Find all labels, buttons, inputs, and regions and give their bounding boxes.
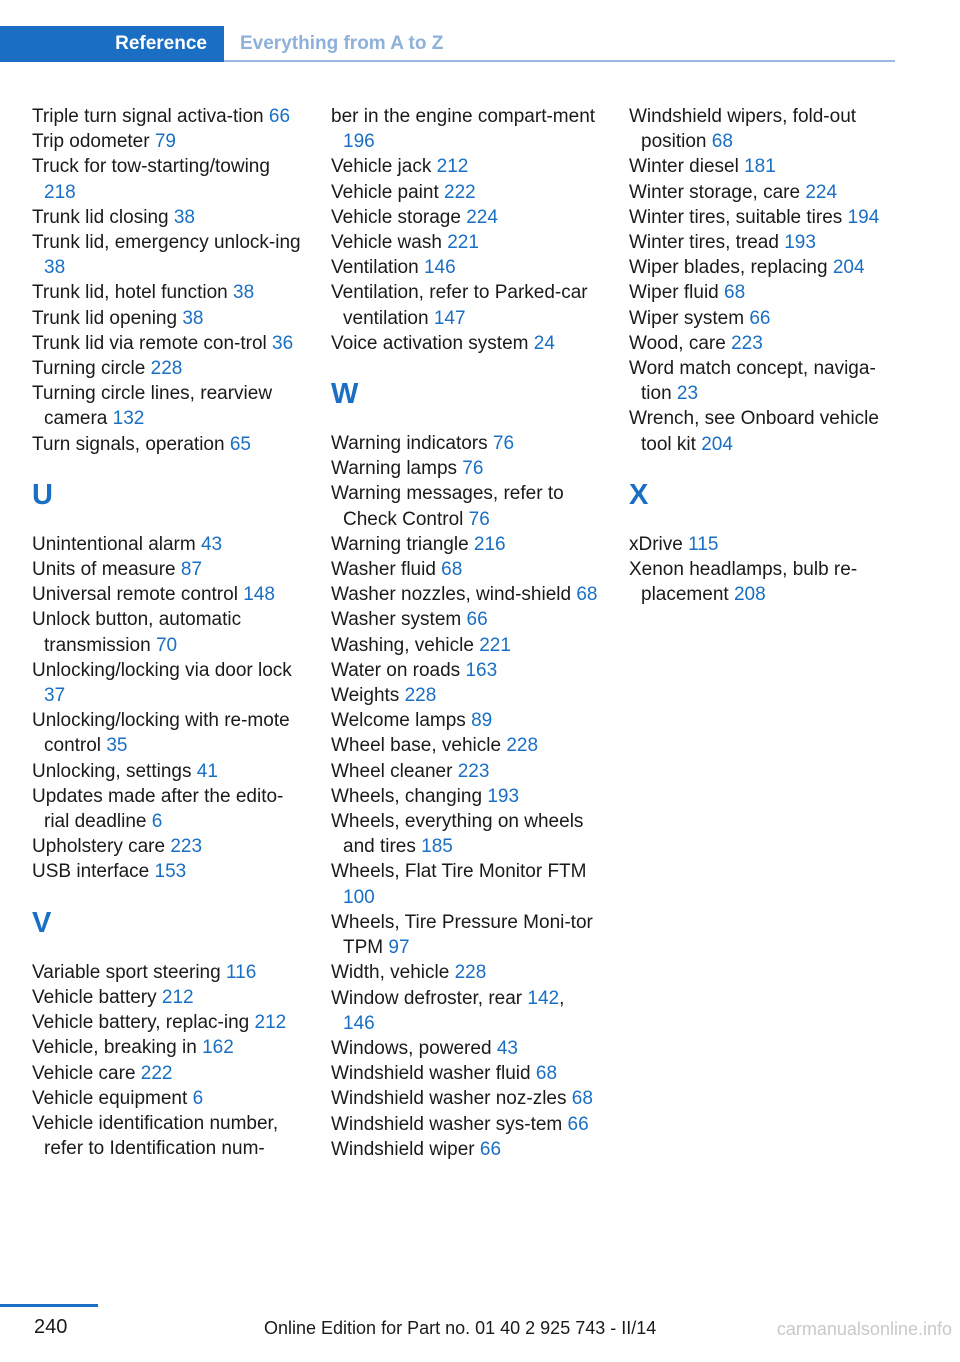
page-reference-link[interactable]: 208 bbox=[733, 584, 766, 606]
index-entry bbox=[331, 1086, 601, 1111]
page-reference-link[interactable]: 68 bbox=[576, 584, 598, 606]
section-tab: Reference bbox=[0, 26, 224, 62]
index-entry bbox=[331, 481, 601, 531]
index-term: Windows, powered bbox=[331, 1037, 492, 1059]
index-term: Vehicle equipment bbox=[32, 1087, 188, 1109]
page-reference-link[interactable]: 24 bbox=[533, 332, 555, 354]
index-entry bbox=[32, 154, 302, 204]
index-entry bbox=[331, 733, 601, 758]
index-term: Windshield washer fluid bbox=[331, 1063, 531, 1085]
index-term: Trunk lid, emergency unlock-ing bbox=[32, 232, 301, 254]
index-term: Trunk lid opening bbox=[32, 307, 178, 329]
index-term: Warning lamps bbox=[331, 458, 458, 480]
index-entry bbox=[32, 960, 302, 985]
index-term: Trip odometer bbox=[32, 131, 150, 153]
page-reference-link[interactable]: 194 bbox=[847, 206, 880, 228]
page-reference-link[interactable]: 97 bbox=[388, 937, 410, 959]
index-entry bbox=[331, 607, 601, 632]
page-reference-link[interactable]: 218 bbox=[44, 181, 76, 203]
index-entry bbox=[629, 356, 899, 406]
index-entry bbox=[32, 759, 302, 784]
index-term: Turning circle bbox=[32, 358, 146, 380]
section-letter: V bbox=[32, 906, 52, 939]
index-term: Unlocking, settings bbox=[32, 760, 192, 782]
index-term: Vehicle care bbox=[32, 1062, 136, 1084]
index-term: Unintentional alarm bbox=[32, 533, 196, 555]
index-term: Unlock button, automatic transmission bbox=[32, 609, 242, 656]
page-reference-link[interactable]: 43 bbox=[496, 1037, 518, 1059]
page-reference-link[interactable]: 212 bbox=[436, 156, 469, 178]
index-entry bbox=[629, 331, 899, 356]
page-reference-link[interactable]: 38 bbox=[44, 257, 66, 279]
page-reference-link[interactable]: 68 bbox=[535, 1063, 558, 1085]
index-term: Winter storage, care bbox=[629, 181, 801, 203]
page-reference-link[interactable]: 146 bbox=[343, 1012, 375, 1034]
index-entry bbox=[32, 230, 302, 280]
page-reference-link[interactable]: 212 bbox=[161, 986, 194, 1008]
index-term: Unlocking/locking with re-mote control bbox=[32, 710, 290, 757]
index-entry bbox=[629, 104, 899, 154]
index-entry bbox=[32, 607, 302, 657]
index-entry bbox=[331, 582, 601, 607]
page-reference-link[interactable]: 115 bbox=[688, 533, 719, 555]
index-term: Wood, care bbox=[629, 332, 726, 354]
index-entry bbox=[32, 129, 302, 154]
header-rule bbox=[224, 60, 895, 62]
index-term: Wheels, Tire Pressure Moni-tor TPM bbox=[331, 911, 593, 959]
index-entry bbox=[32, 432, 302, 457]
index-term: Updates made after the edito-rial deadline bbox=[32, 785, 284, 833]
index-entry bbox=[629, 154, 899, 179]
page-reference-link[interactable]: 79 bbox=[154, 131, 176, 153]
page-reference-link[interactable]: 38 bbox=[182, 307, 204, 329]
index-term: Wheels, Flat Tire Monitor FTM bbox=[331, 861, 587, 883]
page-reference-link[interactable]: 204 bbox=[832, 257, 865, 279]
page-reference-link[interactable]: 224 bbox=[466, 206, 498, 228]
page-reference-link[interactable]: 70 bbox=[155, 634, 178, 656]
page-reference-link[interactable]: 228 bbox=[404, 685, 437, 707]
section-letter: U bbox=[32, 478, 53, 511]
page-reference-link[interactable]: 89 bbox=[471, 710, 493, 732]
index-term: Wrench, see Onboard vehicle tool kit bbox=[629, 408, 879, 455]
index-term: Wheels, everything on wheels and tires bbox=[331, 811, 584, 858]
index-term: Warning messages, refer to Check Control bbox=[331, 483, 564, 530]
index-term: Xenon headlamps, bulb re-placement bbox=[629, 559, 858, 606]
page-number: 240 bbox=[34, 1316, 68, 1338]
index-term: Wiper fluid bbox=[629, 282, 719, 304]
page-reference-link[interactable]: 66 bbox=[479, 1138, 502, 1160]
index-entry bbox=[629, 406, 899, 456]
index-term: Vehicle wash bbox=[331, 232, 442, 254]
index-entry bbox=[331, 859, 601, 909]
index-entry bbox=[331, 255, 601, 280]
index-term: Windshield wiper bbox=[331, 1138, 475, 1160]
page-reference-link[interactable]: 65 bbox=[229, 433, 251, 455]
index-entry bbox=[331, 658, 601, 683]
index-entry bbox=[32, 356, 302, 381]
index-entry bbox=[331, 809, 601, 859]
page-reference-link[interactable]: 228 bbox=[454, 962, 487, 984]
page-reference-link[interactable]: 223 bbox=[457, 760, 490, 782]
page-reference-link[interactable]: 212 bbox=[254, 1012, 287, 1034]
index-entry bbox=[32, 859, 302, 884]
page-reference-link[interactable]: 68 bbox=[724, 282, 746, 304]
index-entry bbox=[32, 331, 302, 356]
page-reference-link[interactable]: 66 bbox=[466, 609, 488, 631]
index-term: Upholstery care bbox=[32, 836, 166, 858]
index-term: Wheel cleaner bbox=[331, 760, 453, 782]
index-term: Washing, vehicle bbox=[331, 634, 474, 656]
index-entry bbox=[32, 557, 302, 582]
index-entry bbox=[331, 532, 601, 557]
page-reference-link[interactable]: 36 bbox=[272, 332, 294, 354]
page-reference-link[interactable]: 66 bbox=[749, 307, 771, 329]
index-entry bbox=[32, 1010, 302, 1035]
page-reference-link[interactable]: 193 bbox=[487, 785, 520, 807]
index-term: Water on roads bbox=[331, 659, 461, 681]
index-column-1 bbox=[32, 104, 302, 1161]
index-entry bbox=[32, 306, 302, 331]
index-entry bbox=[32, 658, 302, 708]
index-entry bbox=[331, 180, 601, 205]
index-entry bbox=[331, 1137, 601, 1162]
index-term: Voice activation system bbox=[331, 332, 529, 354]
page-reference-link[interactable]: 66 bbox=[268, 106, 291, 127]
index-entry bbox=[629, 280, 899, 305]
index-entry bbox=[629, 306, 899, 331]
index-term: Ventilation, refer to Parked-car ventilation bbox=[331, 282, 588, 329]
index-entry bbox=[331, 910, 601, 960]
index-term: Turn signals, operation bbox=[32, 433, 225, 455]
page-reference-link[interactable]: 222 bbox=[444, 181, 476, 203]
page-reference-link[interactable]: 223 bbox=[731, 332, 763, 354]
index-entry bbox=[331, 633, 601, 658]
index-entry bbox=[32, 104, 302, 129]
index-entry bbox=[331, 708, 601, 733]
page-reference-link[interactable]: 222 bbox=[140, 1062, 173, 1084]
index-term: Width, vehicle bbox=[331, 962, 450, 984]
index-term: Washer nozzles, wind-shield bbox=[331, 584, 572, 606]
index-term: Word match concept, naviga-tion bbox=[629, 358, 876, 405]
index-entry bbox=[32, 1086, 302, 1111]
page-reference-link[interactable]: 153 bbox=[154, 861, 187, 883]
page-reference-link[interactable]: 38 bbox=[173, 206, 195, 228]
page-reference-link[interactable]: 162 bbox=[202, 1037, 234, 1059]
index-entry bbox=[32, 1061, 302, 1086]
page-reference-link[interactable]: 116 bbox=[225, 961, 257, 983]
index-term: Winter diesel bbox=[629, 156, 739, 178]
page-reference-link[interactable]: 6 bbox=[151, 811, 163, 833]
index-term: Unlocking/locking via door lock bbox=[32, 659, 292, 681]
section-letter: W bbox=[331, 378, 359, 411]
index-entry bbox=[32, 280, 302, 305]
page-reference-link[interactable]: 87 bbox=[180, 559, 203, 581]
page-reference-link[interactable]: 68 bbox=[711, 131, 733, 153]
index-entry bbox=[331, 1112, 601, 1137]
index-entry bbox=[32, 381, 302, 431]
index-term: Windshield washer sys-tem bbox=[331, 1113, 563, 1135]
index-entry bbox=[331, 154, 601, 179]
index-entry bbox=[32, 784, 302, 834]
section-letter: X bbox=[629, 478, 649, 511]
watermark: carmanualsonline.info bbox=[776, 1319, 952, 1339]
page-reference-link[interactable]: 163 bbox=[465, 659, 498, 681]
index-term: Warning indicators bbox=[331, 433, 488, 455]
index-term: Trunk lid via remote con-trol bbox=[32, 332, 267, 354]
index-term: ber in the engine compart-ment bbox=[331, 106, 596, 127]
page-reference-link[interactable]: 221 bbox=[479, 634, 511, 656]
page-reference-link[interactable]: 147 bbox=[433, 307, 466, 329]
index-term: Trunk lid closing bbox=[32, 206, 169, 228]
page-reference-link[interactable]: 76 bbox=[462, 458, 484, 480]
index-entry bbox=[629, 532, 899, 557]
index-term: Wheel base, vehicle bbox=[331, 735, 502, 757]
index-term: Ventilation bbox=[331, 257, 419, 279]
page-reference-link[interactable]: 221 bbox=[447, 232, 479, 254]
index-term: Trunk lid, hotel function bbox=[32, 282, 228, 304]
index-entry bbox=[331, 230, 601, 255]
page-reference-link[interactable]: 196 bbox=[343, 131, 375, 153]
page-reference-link[interactable]: 43 bbox=[200, 533, 223, 555]
index-term: Wiper blades, replacing bbox=[629, 257, 828, 279]
page-reference-link[interactable]: 76 bbox=[468, 508, 490, 530]
index-entry bbox=[32, 834, 302, 859]
index-entry bbox=[32, 1035, 302, 1060]
index-term: Turning circle lines, rearview camera bbox=[32, 383, 273, 430]
index-entry bbox=[331, 1061, 601, 1086]
index-entry-continued bbox=[331, 104, 601, 154]
index-term: Winter tires, suitable tires bbox=[629, 206, 843, 228]
index-term: USB interface bbox=[32, 861, 150, 883]
index-entry bbox=[331, 683, 601, 708]
index-entry bbox=[629, 557, 899, 607]
page-reference-link[interactable]: 142 bbox=[527, 987, 560, 1009]
page-reference-link[interactable]: 38 bbox=[233, 282, 255, 304]
page-reference-link[interactable]: 146 bbox=[423, 257, 456, 279]
index-term: Triple turn signal activa-tion bbox=[32, 106, 264, 127]
index-entry bbox=[629, 230, 899, 255]
index-term: Warning triangle bbox=[331, 533, 469, 555]
page-reference-link[interactable]: 223 bbox=[170, 836, 203, 858]
index-entry bbox=[331, 456, 601, 481]
index-entry bbox=[331, 784, 601, 809]
index-term: Windshield washer noz-zles bbox=[331, 1088, 567, 1110]
index-column-2 bbox=[331, 104, 601, 1162]
index-column-3 bbox=[629, 104, 899, 607]
index-entry bbox=[331, 960, 601, 985]
index-term: Units of measure bbox=[32, 559, 176, 581]
index-term: Variable sport steering bbox=[32, 961, 221, 983]
index-entry bbox=[32, 1111, 302, 1161]
index-entry bbox=[629, 205, 899, 230]
page-reference-link[interactable]: 193 bbox=[784, 232, 816, 254]
index-term: Wiper system bbox=[629, 307, 745, 329]
index-entry bbox=[32, 532, 302, 557]
index-term: Winter tires, tread bbox=[629, 232, 779, 254]
page-header bbox=[0, 26, 895, 62]
index-term: Wheels, changing bbox=[331, 785, 483, 807]
index-term: Welcome lamps bbox=[331, 710, 466, 732]
index-entry bbox=[32, 582, 302, 607]
page-reference-link[interactable]: 181 bbox=[744, 156, 776, 178]
index-entry bbox=[629, 255, 899, 280]
index-term: Vehicle jack bbox=[331, 156, 432, 178]
footer-rule bbox=[0, 1304, 98, 1307]
page-reference-link[interactable]: 228 bbox=[150, 358, 183, 380]
page-reference-link[interactable]: 6 bbox=[192, 1087, 204, 1109]
index-entry bbox=[331, 205, 601, 230]
page-reference-link[interactable]: 41 bbox=[196, 760, 218, 782]
page-reference-link[interactable]: 100 bbox=[343, 886, 375, 908]
index-entry bbox=[331, 280, 601, 330]
index-term: Washer system bbox=[331, 609, 462, 631]
page-reference-link[interactable]: 204 bbox=[701, 433, 733, 455]
edition-note: Online Edition for Part no. 01 40 2 925 743 - II/14 bbox=[264, 1318, 657, 1338]
index-term: Windshield wipers, fold-out position bbox=[629, 106, 857, 153]
index-term: Truck for tow-starting/towing bbox=[32, 156, 270, 178]
page-reference-link[interactable]: 68 bbox=[571, 1088, 593, 1110]
index-term: Vehicle storage bbox=[331, 206, 461, 228]
index-entry bbox=[331, 557, 601, 582]
index-entry bbox=[331, 431, 601, 456]
index-entry bbox=[331, 759, 601, 784]
index-term: Vehicle paint bbox=[331, 181, 439, 203]
page-reference-link[interactable]: 66 bbox=[567, 1113, 589, 1135]
index-entry bbox=[331, 331, 601, 356]
page-reference-link[interactable]: 37 bbox=[44, 685, 66, 707]
index-term: Vehicle, breaking in bbox=[32, 1037, 197, 1059]
page-reference-link[interactable]: 224 bbox=[805, 181, 838, 203]
page-reference-link[interactable]: 228 bbox=[506, 735, 539, 757]
index-term: Washer fluid bbox=[331, 559, 436, 581]
page-reference-link[interactable]: 148 bbox=[243, 584, 275, 606]
section-subtitle: Everything from A to Z bbox=[240, 33, 444, 54]
index-entry bbox=[32, 205, 302, 230]
index-term: xDrive bbox=[629, 533, 683, 555]
index-term: Window defroster, rear bbox=[331, 987, 523, 1009]
index-term: Weights bbox=[331, 685, 400, 707]
index-entry: Window defroster, rear 142, 146 bbox=[331, 987, 565, 1034]
page-reference-link[interactable]: 76 bbox=[492, 433, 515, 455]
page-reference-link[interactable]: 132 bbox=[112, 408, 145, 430]
page-reference-link[interactable]: 35 bbox=[106, 735, 128, 757]
index-term: Universal remote control bbox=[32, 584, 238, 606]
index-term: Vehicle battery, replac-ing bbox=[32, 1012, 250, 1034]
index-entry bbox=[32, 985, 302, 1010]
index-entry bbox=[331, 1036, 601, 1061]
page-reference-link[interactable]: 23 bbox=[676, 383, 699, 405]
index-entry bbox=[32, 708, 302, 758]
index-term: Vehicle battery bbox=[32, 986, 157, 1008]
page-reference-link[interactable]: 68 bbox=[441, 559, 463, 581]
page-reference-link[interactable]: 185 bbox=[421, 836, 453, 858]
page-reference-link[interactable]: 216 bbox=[473, 533, 506, 555]
index-term: Vehicle identification number, refer to Identification num- bbox=[32, 1112, 279, 1160]
index-entry bbox=[629, 180, 899, 205]
